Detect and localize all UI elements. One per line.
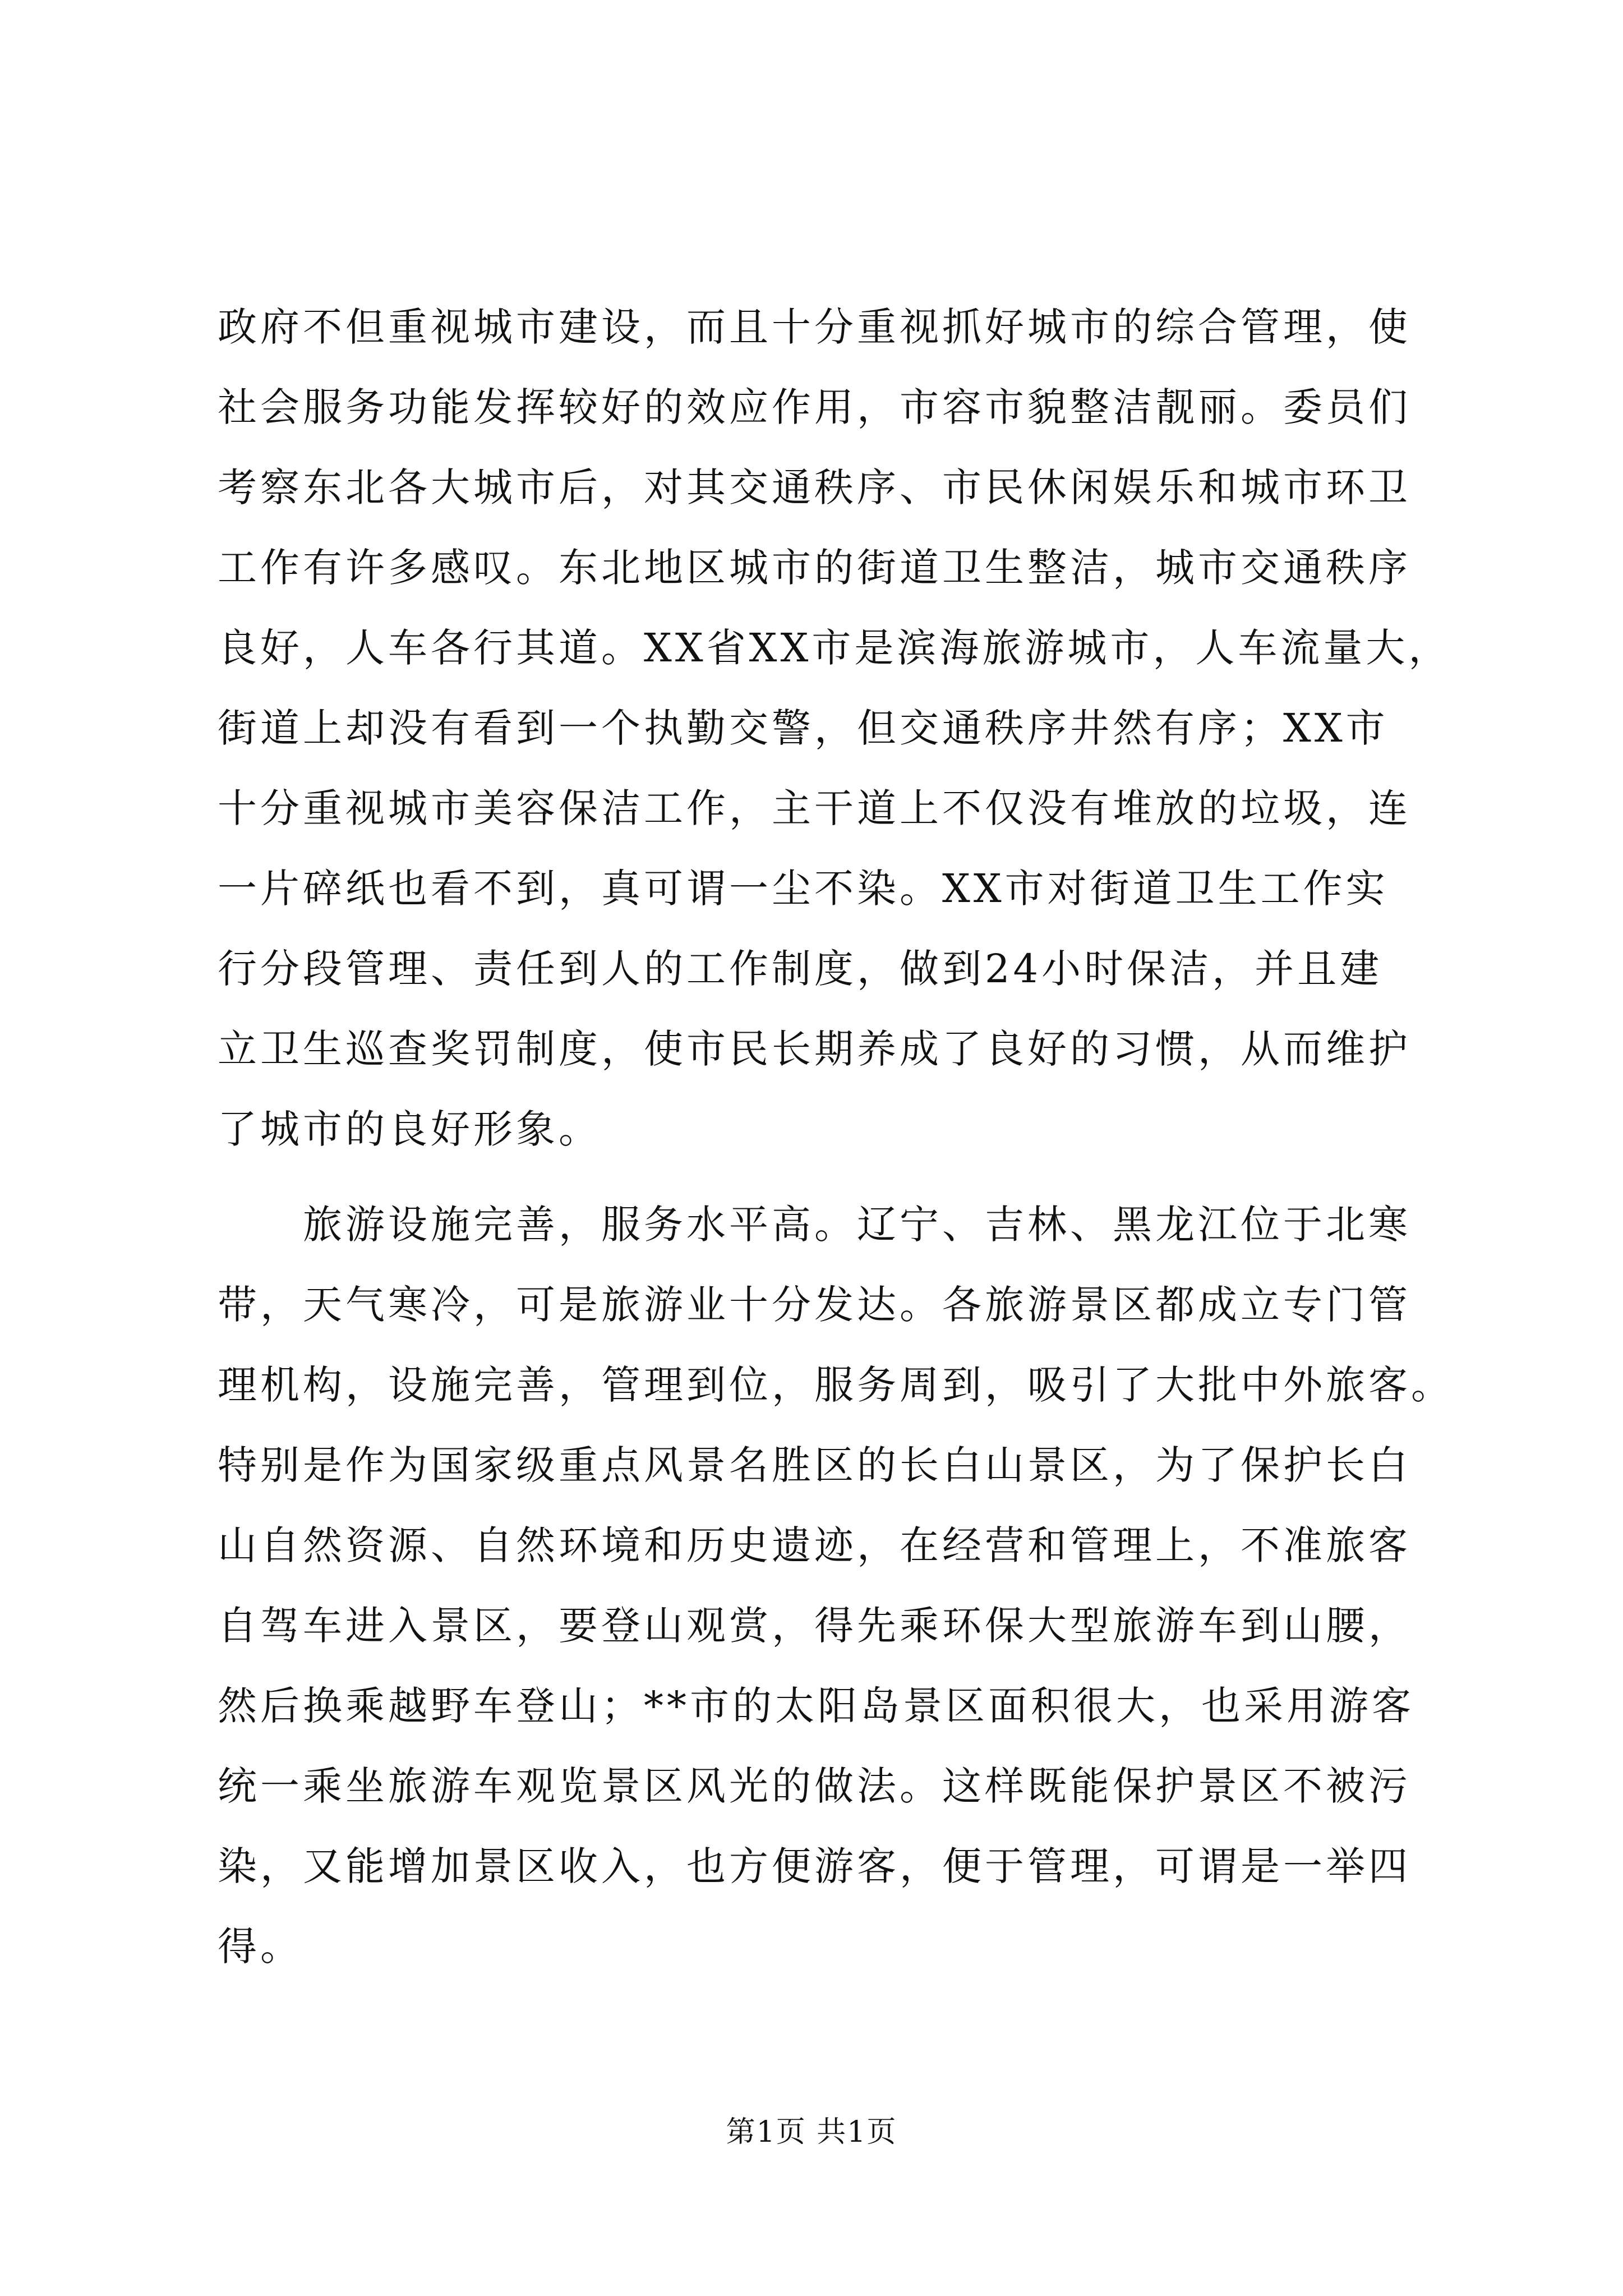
paragraph-1-line: 考察东北各大城市后，对其交通秩序、市民休闲娱乐和城市环卫	[218, 464, 1411, 510]
paragraph-2-line: 带，天气寒冷，可是旅游业十分发达。各旅游景区都成立专门管	[218, 1282, 1411, 1328]
paragraph-2-line: 理机构，设施完善，管理到位，服务周到，吸引了大批中外旅客。	[218, 1362, 1454, 1408]
page-footer: 第1页 共1页	[726, 2115, 897, 2149]
paragraph-1-line: 一片碎纸也看不到，真可谓一尘不染。XX市对街道卫生工作实	[218, 866, 1389, 912]
paragraph-2-line: 染，又能增加景区收入，也方便游客，便于管理，可谓是一举四	[218, 1843, 1411, 1889]
paragraph-1-line: 了城市的良好形象。	[218, 1106, 601, 1152]
paragraph-2-line: 旅游设施完善，服务水平高。辽宁、吉林、黑龙江位于北寒	[303, 1202, 1411, 1248]
paragraph-1-line: 工作有许多感叹。东北地区城市的街道卫生整洁，城市交通秩序	[218, 545, 1411, 591]
paragraph-1-line: 行分段管理、责任到人的工作制度，做到24小时保洁，并且建	[218, 946, 1383, 992]
paragraph-2-line: 山自然资源、自然环境和历史遗迹，在经营和管理上，不准旅客	[218, 1522, 1411, 1568]
paragraph-2-line: 得。	[218, 1924, 303, 1970]
paragraph-1-line: 立卫生巡查奖罚制度，使市民长期养成了良好的习惯，从而维护	[218, 1026, 1411, 1072]
paragraph-1-line: 社会服务功能发挥较好的效应作用，市容市貌整洁靓丽。委员们	[218, 384, 1411, 430]
paragraph-1-line: 政府不但重视城市建设，而且十分重视抓好城市的综合管理，使	[218, 304, 1411, 350]
paragraph-2-line: 特别是作为国家级重点风景名胜区的长白山景区，为了保护长白	[218, 1442, 1411, 1488]
paragraph-2-line: 统一乘坐旅游车观览景区风光的做法。这样既能保护景区不被污	[218, 1763, 1411, 1809]
paragraph-2-line: 自驾车进入景区，要登山观赏，得先乘环保大型旅游车到山腰，	[218, 1603, 1411, 1649]
paragraph-2-line: 然后换乘越野车登山；**市的太阳岛景区面积很大，也采用游客	[218, 1683, 1414, 1729]
paragraph-1-line: 良好，人车各行其道。XX省XX市是滨海旅游城市，人车流量大，	[218, 625, 1451, 671]
paragraph-1-line: 街道上却没有看到一个执勤交警，但交通秩序井然有序；XX市	[218, 705, 1389, 751]
paragraph-1-line: 十分重视城市美容保洁工作，主干道上不仅没有堆放的垃圾，连	[218, 785, 1411, 831]
